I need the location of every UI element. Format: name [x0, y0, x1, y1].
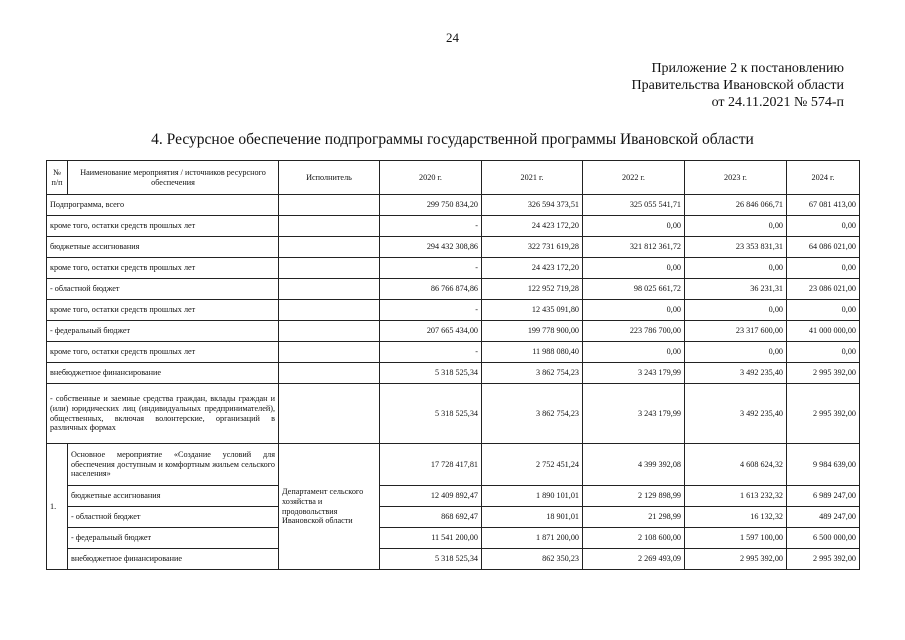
value-cell: 3 243 179,99: [583, 384, 685, 444]
value-cell: 3 492 235,40: [685, 363, 787, 384]
value-cell: 0,00: [787, 216, 860, 237]
table-header-row: [47, 161, 860, 195]
row-label: кроме того, остатки средств прошлых лет: [47, 300, 279, 321]
value-cell: 325 055 541,71: [583, 195, 685, 216]
table-row: [47, 342, 860, 363]
executor-cell: [279, 195, 380, 216]
value-cell: 16 132,32: [685, 507, 787, 528]
table-row: [47, 321, 860, 342]
row-label: бюджетные ассигнования: [47, 237, 279, 258]
value-cell: 0,00: [787, 258, 860, 279]
executor-cell: [279, 384, 380, 444]
row-label: - областной бюджет: [68, 507, 279, 528]
row-label: бюджетные ассигнования: [68, 486, 279, 507]
value-cell: 6 989 247,00: [787, 486, 860, 507]
value-cell: 23 086 021,00: [787, 279, 860, 300]
value-cell: 0,00: [787, 342, 860, 363]
value-cell: 98 025 661,72: [583, 279, 685, 300]
value-cell: 868 692,47: [380, 507, 482, 528]
value-cell: 36 231,31: [685, 279, 787, 300]
header-2022: 2022 г.: [583, 161, 685, 195]
table-row: [47, 216, 860, 237]
value-cell: 41 000 000,00: [787, 321, 860, 342]
value-cell: 207 665 434,00: [380, 321, 482, 342]
value-cell: 3 243 179,99: [583, 363, 685, 384]
measure-subrow: [47, 507, 860, 528]
value-cell: 4 608 624,32: [685, 444, 787, 486]
value-cell: 26 846 066,71: [685, 195, 787, 216]
row-label: внебюджетное финансирование: [47, 363, 279, 384]
value-cell: -: [380, 300, 482, 321]
executor-cell: [279, 321, 380, 342]
value-cell: 199 778 900,00: [482, 321, 583, 342]
value-cell: 0,00: [685, 342, 787, 363]
value-cell: -: [380, 216, 482, 237]
value-cell: 223 786 700,00: [583, 321, 685, 342]
value-cell: -: [380, 258, 482, 279]
row-label: - областной бюджет: [47, 279, 279, 300]
table-row: [47, 384, 860, 444]
header-2023: 2023 г.: [685, 161, 787, 195]
executor-cell: [279, 342, 380, 363]
value-cell: 24 423 172,20: [482, 216, 583, 237]
value-cell: 4 399 392,08: [583, 444, 685, 486]
value-cell: 862 350,23: [482, 549, 583, 570]
header-2021: 2021 г.: [482, 161, 583, 195]
executor-cell: [279, 363, 380, 384]
executor-cell: [279, 258, 380, 279]
measure-name: Основное мероприятие «Создание условий для обеспечения доступным и комфортным жильем сельского населения»: [68, 444, 279, 486]
value-cell: 64 086 021,00: [787, 237, 860, 258]
appendix-line-2: Правительства Ивановской области: [631, 78, 844, 93]
table-row: [47, 279, 860, 300]
executor-cell: [279, 237, 380, 258]
value-cell: 12 409 892,47: [380, 486, 482, 507]
value-cell: 0,00: [787, 300, 860, 321]
value-cell: 21 298,99: [583, 507, 685, 528]
row-label: кроме того, остатки средств прошлых лет: [47, 258, 279, 279]
value-cell: 1 871 200,00: [482, 528, 583, 549]
value-cell: 322 731 619,28: [482, 237, 583, 258]
row-label: кроме того, остатки средств прошлых лет: [47, 342, 279, 363]
value-cell: 2 995 392,00: [787, 363, 860, 384]
value-cell: 23 317 600,00: [685, 321, 787, 342]
value-cell: 11 541 200,00: [380, 528, 482, 549]
value-cell: 0,00: [685, 300, 787, 321]
value-cell: -: [380, 342, 482, 363]
value-cell: 1 597 100,00: [685, 528, 787, 549]
value-cell: 2 108 600,00: [583, 528, 685, 549]
value-cell: 2 269 493,09: [583, 549, 685, 570]
appendix-line-1: Приложение 2 к постановлению: [651, 61, 844, 76]
row-label: кроме того, остатки средств прошлых лет: [47, 216, 279, 237]
value-cell: 3 862 754,23: [482, 363, 583, 384]
value-cell: 5 318 525,34: [380, 384, 482, 444]
value-cell: 11 988 080,40: [482, 342, 583, 363]
value-cell: 2 995 392,00: [685, 549, 787, 570]
resource-table: [46, 160, 860, 570]
value-cell: 2 129 898,99: [583, 486, 685, 507]
value-cell: 23 353 831,31: [685, 237, 787, 258]
executor-cell: [279, 300, 380, 321]
value-cell: 2 995 392,00: [787, 384, 860, 444]
header-2024: 2024 г.: [787, 161, 860, 195]
document-title: 4. Ресурсное обеспечение подпрограммы государственной программы Ивановской области: [151, 131, 754, 148]
value-cell: 3 862 754,23: [482, 384, 583, 444]
measure-subrow: [47, 549, 860, 570]
measure-row: [47, 444, 860, 486]
measure-subrow: [47, 528, 860, 549]
value-cell: 1 613 232,32: [685, 486, 787, 507]
value-cell: 12 435 091,80: [482, 300, 583, 321]
value-cell: 0,00: [685, 258, 787, 279]
value-cell: 6 500 000,00: [787, 528, 860, 549]
value-cell: 5 318 525,34: [380, 549, 482, 570]
appendix-line-3: от 24.11.2021 № 574-п: [711, 95, 844, 110]
value-cell: 489 247,00: [787, 507, 860, 528]
header-name: Наименование мероприятия / источников ресурсного обеспечения: [68, 161, 279, 195]
table-row: [47, 237, 860, 258]
row-label: внебюджетное финансирование: [68, 549, 279, 570]
row-label: - собственные и заемные средства граждан, вклады граждан и (или) юридических лиц (индивидуальных предпринимателей), общественных, включая волонтерские, организаций в различных формах: [47, 384, 279, 444]
table-row: [47, 300, 860, 321]
value-cell: 2 752 451,24: [482, 444, 583, 486]
value-cell: 321 812 361,72: [583, 237, 685, 258]
table-row: [47, 195, 860, 216]
measure-executor: Департамент сельского хозяйства и продовольствия Ивановской области: [279, 444, 380, 570]
value-cell: 3 492 235,40: [685, 384, 787, 444]
value-cell: 67 081 413,00: [787, 195, 860, 216]
value-cell: 18 901,01: [482, 507, 583, 528]
appendix-note: [632, 60, 844, 111]
value-cell: 0,00: [583, 216, 685, 237]
value-cell: 0,00: [685, 216, 787, 237]
value-cell: 0,00: [583, 258, 685, 279]
header-executor: Исполнитель: [279, 161, 380, 195]
value-cell: 1 890 101,01: [482, 486, 583, 507]
header-2020: 2020 г.: [380, 161, 482, 195]
executor-cell: [279, 216, 380, 237]
measure-subrow: [47, 486, 860, 507]
value-cell: 9 984 639,00: [787, 444, 860, 486]
value-cell: 294 432 308,86: [380, 237, 482, 258]
row-label: - федеральный бюджет: [47, 321, 279, 342]
row-label: - федеральный бюджет: [68, 528, 279, 549]
value-cell: 0,00: [583, 342, 685, 363]
value-cell: 5 318 525,34: [380, 363, 482, 384]
value-cell: 122 952 719,28: [482, 279, 583, 300]
table-row: [47, 258, 860, 279]
value-cell: 326 594 373,51: [482, 195, 583, 216]
value-cell: 299 750 834,20: [380, 195, 482, 216]
value-cell: 86 766 874,86: [380, 279, 482, 300]
value-cell: 2 995 392,00: [787, 549, 860, 570]
value-cell: 17 728 417,81: [380, 444, 482, 486]
row-label: Подпрограмма, всего: [47, 195, 279, 216]
table-row: [47, 363, 860, 384]
value-cell: 0,00: [583, 300, 685, 321]
measure-number: 1.: [47, 444, 68, 570]
header-num: № п/п: [47, 161, 68, 195]
executor-cell: [279, 279, 380, 300]
page-number: 24: [446, 30, 459, 45]
value-cell: 24 423 172,20: [482, 258, 583, 279]
